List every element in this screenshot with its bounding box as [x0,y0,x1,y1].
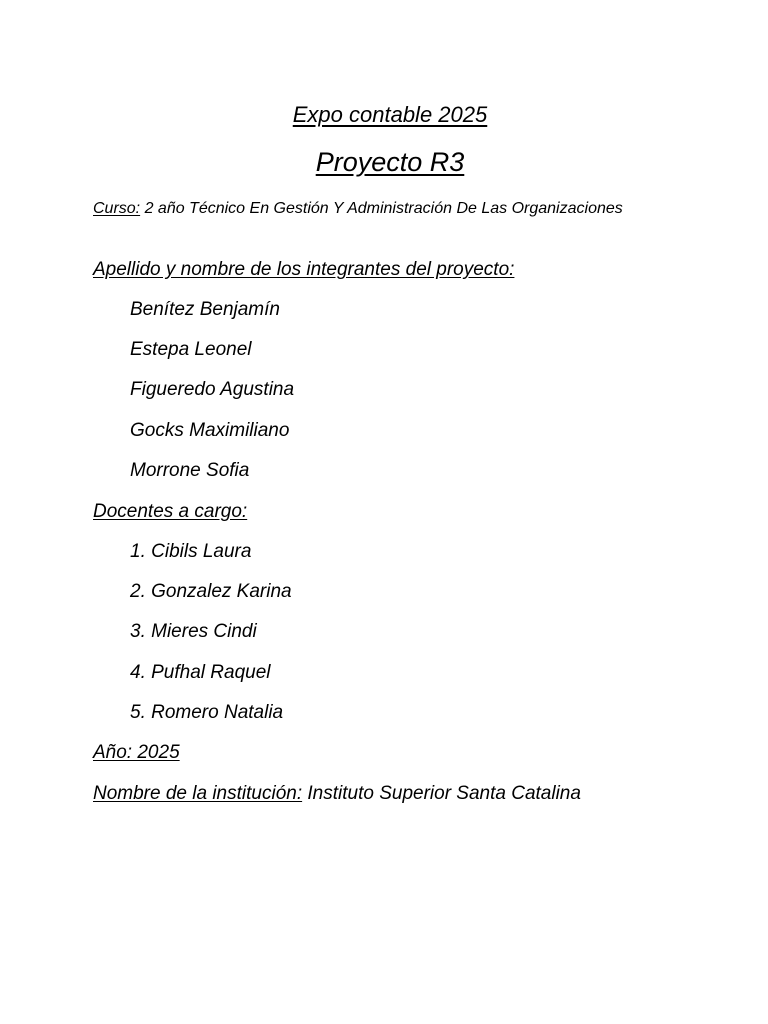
teacher-item: 5. Romero Natalia [130,702,284,723]
course-label: Curso: [93,200,141,217]
teacher-item: 3. Mieres Cindi [130,621,257,642]
year-line: Año: 2025 [93,742,180,763]
member-item: Benítez Benjamín [130,299,280,320]
members-heading: Apellido y nombre de los integrantes del proyecto: [93,259,515,280]
member-item: Morrone Sofia [130,460,250,481]
teachers-heading: Docentes a cargo: [93,501,248,522]
teacher-item: 2. Gonzalez Karina [130,581,292,602]
project-title: Proyecto R3 [315,147,465,177]
member-item: Gocks Maximiliano [130,420,290,441]
event-title: Expo contable 2025 [292,102,488,127]
member-item: Figueredo Agustina [130,379,295,400]
teacher-item: 4. Pufhal Raquel [130,662,271,683]
institution-value: Instituto Superior Santa Catalina [302,783,581,804]
teacher-item: 1. Cibils Laura [130,541,252,562]
course-line [93,197,675,220]
institution-line [93,782,581,806]
member-item: Estepa Leonel [130,339,252,360]
institution-label: Nombre de la institución: [93,783,303,804]
course-value: 2 año Técnico En Gestión Y Administración De Las Organizaciones [140,200,623,217]
